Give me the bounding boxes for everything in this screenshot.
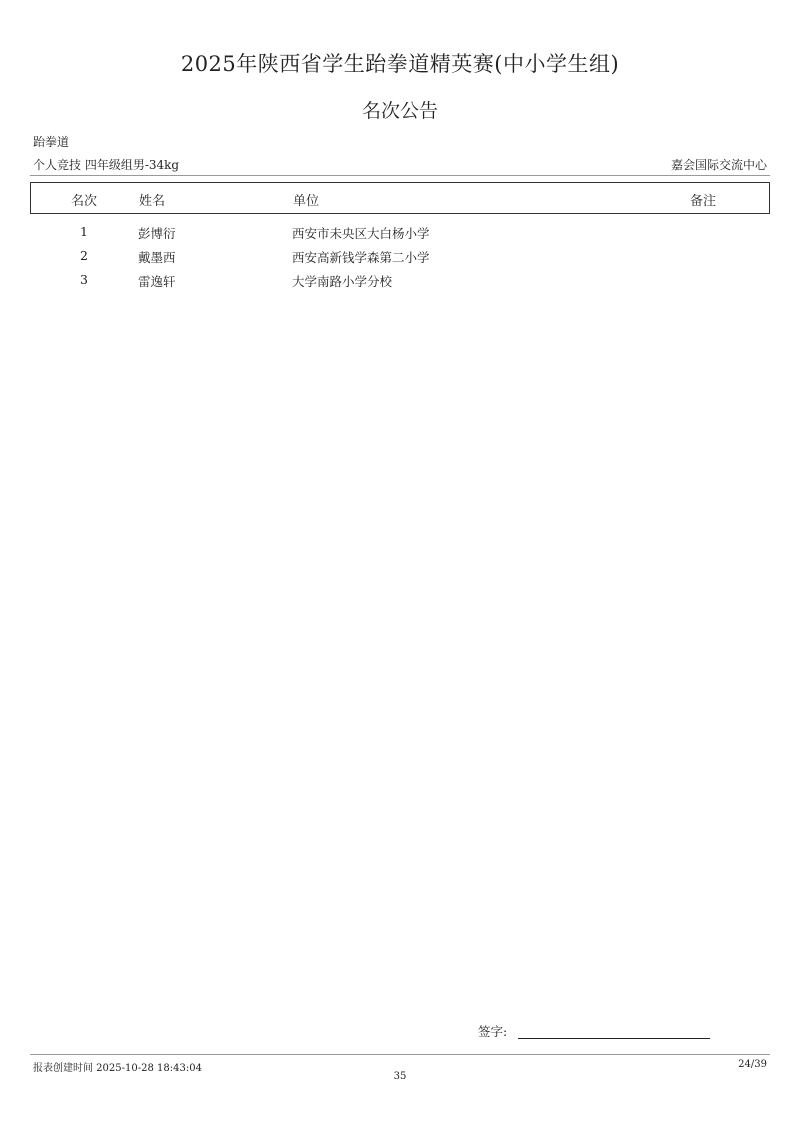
row-name: 彭博衍 [138, 226, 176, 241]
row-rank: 1 [80, 224, 88, 239]
row-unit: 西安高新钱学森第二小学 [292, 250, 430, 265]
header-note: 备注 [690, 194, 717, 209]
header-divider [30, 175, 770, 176]
header-rank: 名次 [71, 194, 98, 209]
header-unit: 单位 [293, 194, 320, 209]
table-row [30, 246, 770, 270]
document-subtitle: 名次公告 [361, 100, 438, 122]
row-unit: 大学南路小学分校 [292, 274, 393, 289]
footer-divider [30, 1054, 770, 1055]
row-name: 雷逸轩 [138, 274, 176, 289]
row-rank: 3 [80, 272, 88, 287]
document-title: 2025年陕西省学生跆拳道精英赛(中小学生组) [180, 52, 620, 76]
sport-label: 跆拳道 [33, 135, 70, 149]
row-rank: 2 [80, 248, 88, 263]
signature-line [518, 1038, 710, 1039]
venue-label: 嘉会国际交流中心 [670, 158, 767, 172]
row-name: 戴墨西 [138, 250, 176, 265]
signature-label: 签字: [478, 1024, 508, 1039]
header-name: 姓名 [139, 194, 166, 209]
table-row [30, 270, 770, 294]
row-unit: 西安市未央区大白杨小学 [292, 226, 430, 241]
table-header [30, 182, 770, 214]
report-created-time: 报表创建时间 2025-10-28 18:43:04 [33, 1063, 202, 1074]
page-number: 35 [393, 1071, 407, 1082]
results-table-body [30, 222, 770, 294]
page-of-count: 24/39 [738, 1059, 767, 1070]
table-row [30, 222, 770, 246]
event-label: 个人竞技 四年级组男-34kg [33, 158, 180, 172]
